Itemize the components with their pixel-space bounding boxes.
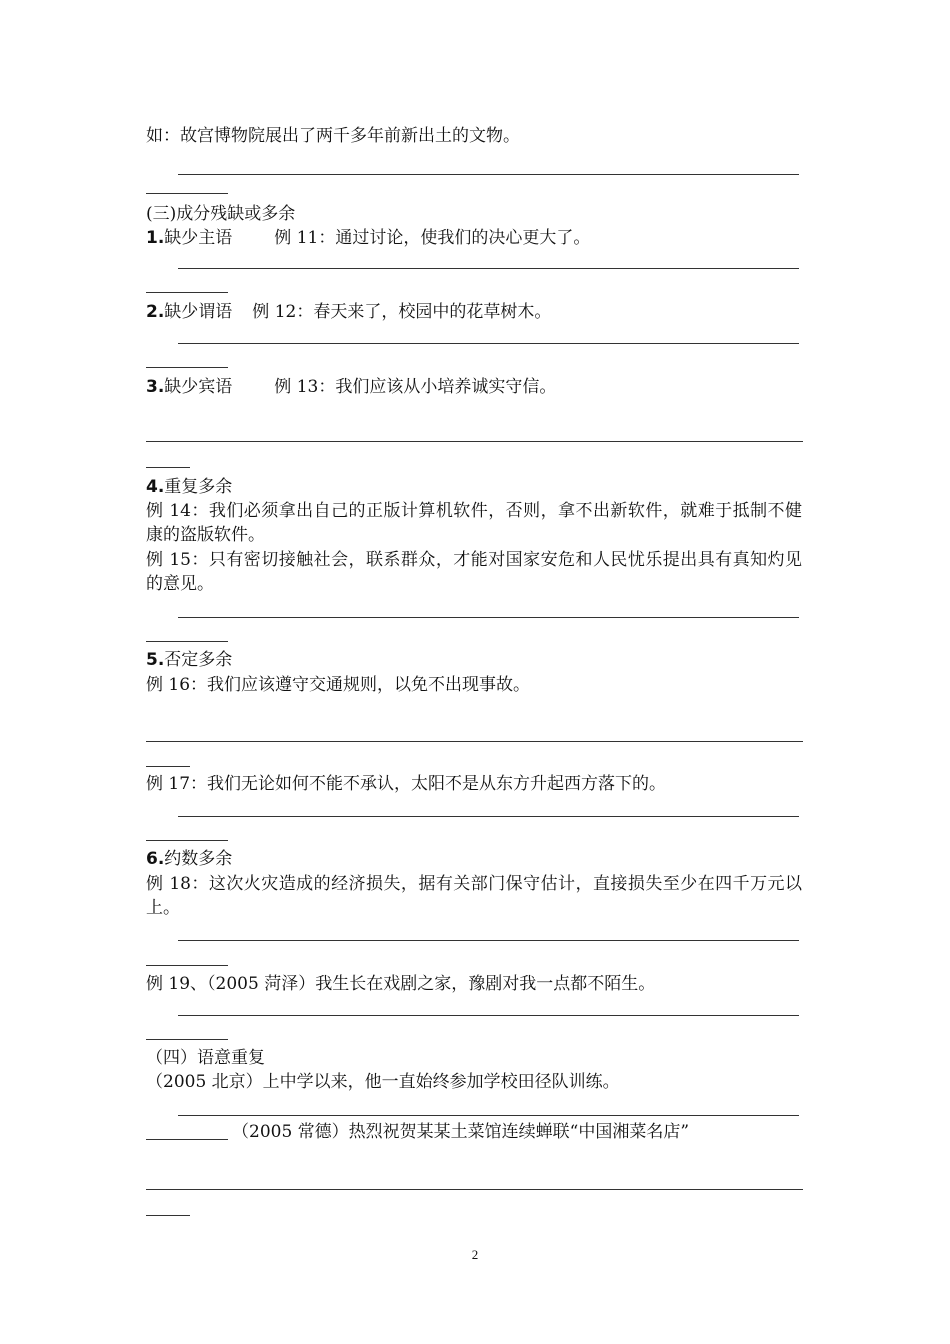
answer-line	[146, 641, 228, 642]
answer-line	[146, 467, 190, 468]
answer-line	[178, 343, 799, 344]
item-title: 否定多余	[164, 650, 233, 670]
answer-line	[178, 940, 799, 941]
item-example: 例 12：春天来了，校园中的花草树木。	[252, 302, 552, 322]
answer-line	[146, 193, 228, 194]
item-number: 5.	[146, 650, 165, 670]
section-heading: (三)成分残缺或多余	[146, 204, 296, 224]
section-heading: （四）语意重复	[146, 1048, 265, 1068]
item-title: 缺少主语	[164, 228, 233, 248]
item-number: 2.	[146, 302, 165, 322]
example-16: 例 16：我们应该遵守交通规则，以免不出现事故。	[146, 675, 531, 695]
example-17: 例 17：我们无论如何不能不承认，太阳不是从东方升起西方落下的。	[146, 774, 667, 794]
answer-line	[146, 1039, 228, 1040]
answer-line	[146, 441, 803, 442]
answer-line	[146, 741, 803, 742]
answer-line	[146, 840, 228, 841]
page-number: 2	[471, 1247, 479, 1262]
answer-line	[178, 268, 799, 269]
item-number: 6.	[146, 849, 165, 869]
answer-line	[146, 292, 228, 293]
answer-line	[146, 1215, 190, 1216]
answer-line	[178, 816, 799, 817]
answer-line	[178, 617, 799, 618]
item-title: 重复多余	[164, 477, 233, 497]
example-15: 例 15：只有密切接触社会，联系群众，才能对国家安危和人民忧乐提出具有真知灼见的意见。	[146, 550, 802, 594]
example-18: 例 18：这次火灾造成的经济损失，据有关部门保守估计，直接损失至少在四千万元以上。	[146, 874, 802, 918]
answer-line	[178, 174, 799, 175]
item-4-heading	[146, 475, 806, 499]
item-number: 4.	[146, 477, 165, 497]
example-changde: （2005 常德）热烈祝贺某某土菜馆连续蝉联“中国湘菜名店”	[232, 1122, 690, 1142]
item-1	[146, 226, 806, 250]
answer-line	[146, 1139, 228, 1140]
answer-line	[146, 1189, 803, 1190]
intro-example: 如：故宫博物院展出了两千多年前新出土的文物。	[146, 126, 520, 146]
example-14: 例 14：我们必须拿出自己的正版计算机软件，否则，拿不出新软件，就难于抵制不健康的盗版软件。	[146, 501, 802, 545]
item-number: 1.	[146, 228, 165, 248]
item-example: 例 11：通过讨论，使我们的决心更大了。	[274, 228, 591, 248]
item-title: 缺少谓语	[164, 302, 233, 322]
item-3	[146, 375, 806, 399]
example-beijing: （2005 北京）上中学以来，他一直始终参加学校田径队训练。	[146, 1072, 620, 1092]
example-19: 例 19、（2005 菏泽）我生长在戏剧之家，豫剧对我一点都不陌生。	[146, 974, 656, 994]
answer-line	[146, 766, 190, 767]
item-title: 缺少宾语	[164, 377, 233, 397]
item-title: 约数多余	[164, 849, 233, 869]
item-6-heading	[146, 847, 806, 871]
answer-line	[178, 1015, 799, 1016]
item-number: 3.	[146, 377, 165, 397]
item-5-heading	[146, 648, 806, 672]
answer-line	[146, 367, 228, 368]
answer-line	[146, 965, 228, 966]
item-example: 例 13：我们应该从小培养诚实守信。	[274, 377, 557, 397]
item-2	[146, 300, 806, 324]
answer-line	[178, 1115, 799, 1116]
